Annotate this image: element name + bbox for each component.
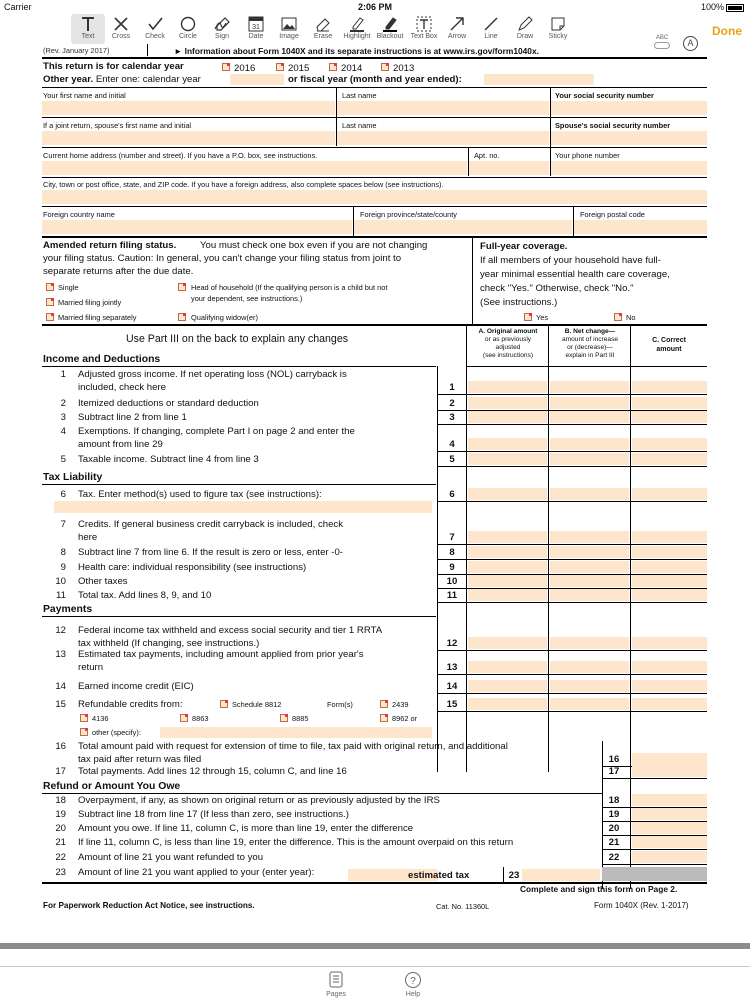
first-name-input[interactable] xyxy=(42,101,335,115)
line-14-col-b[interactable] xyxy=(550,680,629,692)
line-8-box-number: 8 xyxy=(449,547,455,558)
line-4-box-number: 4 xyxy=(449,439,455,450)
province-label: Foreign province/state/county xyxy=(360,210,457,219)
line-13-box-number: 13 xyxy=(446,662,458,673)
line-9-box-number: 9 xyxy=(449,562,455,573)
year-2016-checkbox[interactable] xyxy=(222,63,230,71)
address-input[interactable] xyxy=(42,161,467,175)
credit-8812-checkbox[interactable] xyxy=(220,700,228,708)
line-7-text: Credits. If general business credit carryback is included, check xyxy=(78,519,344,530)
line-1-col-c[interactable] xyxy=(632,381,707,393)
line-13-text: Estimated tax payments, including amount applied from prior year's xyxy=(78,649,364,660)
help-circle-icon xyxy=(404,971,422,989)
line-3-col-b[interactable] xyxy=(550,411,629,423)
line-23-shaded xyxy=(602,867,707,881)
filing-status-text-2: your filing status. Caution: In general, you can't change your filing status from joint to xyxy=(43,253,402,264)
line-4-col-b[interactable] xyxy=(550,438,629,450)
calendar-icon xyxy=(247,15,265,33)
spouse-last-name-input[interactable] xyxy=(337,131,549,145)
ssn-label: Your social security number xyxy=(555,91,654,100)
other-year-text: Enter one: calendar year xyxy=(95,74,201,85)
line-3-col-c[interactable] xyxy=(632,411,707,423)
line-13-text-2: return xyxy=(78,662,104,673)
paperwork-notice: For Paperwork Reduction Act Notice, see instructions. xyxy=(43,901,255,910)
annotation-toolbar xyxy=(0,14,750,48)
full-year-text-4: (See instructions.) xyxy=(480,297,558,308)
line-16-col-c[interactable] xyxy=(632,753,707,765)
city-input[interactable] xyxy=(42,190,707,204)
line-8-number: 8 xyxy=(60,547,66,558)
eraser-icon xyxy=(314,15,332,33)
spouse-ssn-input[interactable] xyxy=(551,131,707,145)
line-12-box-number: 12 xyxy=(446,638,458,649)
tool-sign[interactable]: Sign xyxy=(205,14,239,44)
sign-page2-note: Complete and sign this form on Page 2. xyxy=(520,884,678,894)
line-10-col-a[interactable] xyxy=(468,575,547,587)
fiscal-year-label: or fiscal year (month and year ended): xyxy=(288,74,462,85)
sticky-note-icon xyxy=(549,15,567,33)
line-15-text: Refundable credits from: xyxy=(78,699,183,710)
line-18-box-number: 18 xyxy=(608,795,620,806)
pencil-icon xyxy=(516,15,534,33)
credit-8863-label: 8863 xyxy=(192,714,209,723)
line-6-col-c[interactable] xyxy=(632,488,707,500)
tool-circle[interactable]: Circle xyxy=(171,14,205,44)
line-15-number: 15 xyxy=(55,699,66,710)
line-14-number: 14 xyxy=(55,681,66,692)
tool-blackout[interactable]: Blackout xyxy=(373,14,407,44)
line-icon xyxy=(482,15,500,33)
calendar-year-label: This return is for calendar year xyxy=(43,61,184,72)
mfs-checkbox[interactable] xyxy=(46,313,54,321)
line-9-number: 9 xyxy=(60,562,66,573)
line-7-col-a[interactable] xyxy=(468,531,547,543)
line-21-text: If line 11, column C, is less than line 19, enter the difference. This is the amount overpaid on this return xyxy=(78,837,514,848)
tool-text[interactable]: Text xyxy=(71,14,105,44)
pages-tab[interactable]: Pages xyxy=(316,971,356,998)
line-14-box-number: 14 xyxy=(446,681,458,692)
first-name-label: Your first name and initial xyxy=(43,91,126,100)
line-16-number: 16 xyxy=(55,741,66,752)
text-box-icon xyxy=(415,15,433,33)
line-2-col-a[interactable] xyxy=(468,397,547,409)
part3-instruction: Use Part III on the back to explain any changes xyxy=(126,333,349,345)
credit-4136-label: 4136 xyxy=(92,714,109,723)
document-edge xyxy=(0,943,750,949)
full-year-text-2: year minimal essential health care coverage, xyxy=(480,269,670,280)
line-20-text: Amount you owe. If line 11, column C, is more than line 19, enter the difference xyxy=(78,823,414,834)
revision-date: (Rev. January 2017) xyxy=(43,46,110,55)
credit-forms-label: Form(s) xyxy=(327,700,353,709)
tool-check[interactable]: Check xyxy=(138,14,172,44)
tax-method-input[interactable] xyxy=(54,501,432,513)
line-13-col-b[interactable] xyxy=(550,661,629,673)
battery-indicator: 100% xyxy=(701,2,744,12)
single-checkbox[interactable] xyxy=(46,283,54,291)
line-6-text: Tax. Enter method(s) used to figure tax (see instructions): xyxy=(78,489,322,500)
column-c-header: C. Correct amount xyxy=(652,337,686,353)
line-4-col-a[interactable] xyxy=(468,438,547,450)
credit-2439-label: 2439 xyxy=(392,700,409,709)
line-19-number: 19 xyxy=(55,809,66,820)
help-tab[interactable]: ? Help xyxy=(393,971,433,998)
carrier-label: Carrier xyxy=(4,2,32,12)
line-7-col-b[interactable] xyxy=(550,531,629,543)
line-19-col-c[interactable] xyxy=(632,808,707,820)
credit-8962-checkbox[interactable] xyxy=(380,714,388,722)
line-12-text: Federal income tax withheld and excess social security and tier 1 RRTA xyxy=(78,625,383,636)
tool-arrow[interactable]: Arrow xyxy=(440,14,474,44)
line-21-col-c[interactable] xyxy=(632,836,707,848)
credit-8812-label: Schedule 8812 xyxy=(232,700,282,709)
line-5-col-c[interactable] xyxy=(632,453,707,465)
full-year-text-3: check "Yes." Otherwise, check "No." xyxy=(480,283,634,294)
full-year-heading: Full-year coverage. xyxy=(480,241,568,252)
last-name-input[interactable] xyxy=(337,101,549,115)
line-7-col-c[interactable] xyxy=(632,531,707,543)
section-income: Income and Deductions xyxy=(43,354,161,365)
line-4-number: 4 xyxy=(60,426,66,437)
line-22-col-c[interactable] xyxy=(632,851,707,863)
phone-input[interactable] xyxy=(551,161,707,175)
credit-other-input[interactable] xyxy=(160,727,432,738)
line-5-box-number: 5 xyxy=(449,454,455,465)
line-3-text: Subtract line 2 from line 1 xyxy=(78,412,187,423)
line-3-col-a[interactable] xyxy=(468,411,547,423)
line-14-text: Earned income credit (EIC) xyxy=(78,681,194,692)
line-21-number: 21 xyxy=(55,837,66,848)
line-9-col-a[interactable] xyxy=(468,561,547,573)
line-10-box-number: 10 xyxy=(446,576,458,587)
other-year-label: Other year. xyxy=(43,74,94,85)
year-2015-label: 2015 xyxy=(288,63,310,74)
line-10-col-b[interactable] xyxy=(550,575,629,587)
line-4-col-c[interactable] xyxy=(632,438,707,450)
postal-input[interactable] xyxy=(574,220,707,234)
line-14-col-a[interactable] xyxy=(468,680,547,692)
line-15-col-a[interactable] xyxy=(468,698,547,710)
line-11-number: 11 xyxy=(56,590,66,601)
line-1-text: Adjusted gross income. If net operating loss (NOL) carryback is xyxy=(78,369,347,380)
tool-image[interactable]: Image xyxy=(272,14,306,44)
tool-text-box[interactable]: Text Box xyxy=(407,14,441,44)
line-12-col-c[interactable] xyxy=(632,637,707,649)
line-13-col-c[interactable] xyxy=(632,661,707,673)
svg-text:31: 31 xyxy=(252,24,260,31)
help-icon[interactable]: A xyxy=(683,36,698,51)
bottom-tab-bar xyxy=(0,966,750,1000)
line-17-text: Total payments. Add lines 12 through 15, column C, and line 16 xyxy=(78,766,347,777)
line-15-col-b[interactable] xyxy=(550,698,629,710)
line-2-col-b[interactable] xyxy=(550,397,629,409)
coverage-yes-checkbox[interactable] xyxy=(524,313,532,321)
filing-status-text-3: separate returns after the due date. xyxy=(43,266,194,277)
text-icon xyxy=(79,15,97,33)
no-label: No xyxy=(626,313,636,322)
credit-other-checkbox[interactable] xyxy=(80,728,88,736)
tool-sticky[interactable]: Sticky xyxy=(541,14,575,44)
line-11-text: Total tax. Add lines 8, 9, and 10 xyxy=(78,590,212,601)
line-12-col-a[interactable] xyxy=(468,637,547,649)
province-input[interactable] xyxy=(354,220,572,234)
tool-draw[interactable]: Draw xyxy=(508,14,542,44)
line-1-box-number: 1 xyxy=(449,382,455,393)
line-21-box-number: 21 xyxy=(608,837,620,848)
line-5-text: Taxable income. Subtract line 4 from line 3 xyxy=(78,454,259,465)
year-2013-checkbox[interactable] xyxy=(381,63,389,71)
line-6-col-b[interactable] xyxy=(550,488,629,500)
line-8-text: Subtract line 7 from line 6. If the result is zero or less, enter -0- xyxy=(78,547,344,558)
line-15-box-number: 15 xyxy=(446,699,458,710)
spouse-first-name-label: If a joint return, spouse's first name and initial xyxy=(43,121,192,130)
line-4-text: Exemptions. If changing, complete Part I on page 2 and enter the xyxy=(78,426,355,437)
line-13-col-a[interactable] xyxy=(468,661,547,673)
line-7-number: 7 xyxy=(60,519,66,530)
line-22-number: 22 xyxy=(55,852,66,863)
section-payments: Payments xyxy=(43,604,93,615)
single-label: Single xyxy=(58,283,79,292)
hoh-label: Head of household (If the qualifying person is a child but not xyxy=(191,283,388,292)
apt-input[interactable] xyxy=(469,161,549,175)
last-name-label: Last name xyxy=(342,91,377,100)
line-17-box-number: 17 xyxy=(608,766,620,777)
arrow-icon xyxy=(448,15,466,33)
spouse-last-name-label: Last name xyxy=(342,121,377,130)
credit-8885-checkbox[interactable] xyxy=(280,714,288,722)
line-3-number: 3 xyxy=(60,412,66,423)
status-bar xyxy=(0,0,750,14)
credit-4136-checkbox[interactable] xyxy=(80,714,88,722)
city-label: City, town or post office, state, and ZIP code. If you have a foreign address, also complete spaces below (see instructions). xyxy=(43,180,444,189)
line-7-text-2: here xyxy=(78,532,98,543)
catalog-number: Cat. No. 11360L xyxy=(436,902,490,911)
hoh-checkbox[interactable] xyxy=(178,283,186,291)
filing-status-text-1: You must check one box even if you are not changing xyxy=(200,240,428,251)
line-16-box-number: 16 xyxy=(608,754,620,765)
tool-date[interactable]: 31 Date xyxy=(239,14,273,44)
line-2-col-c[interactable] xyxy=(632,397,707,409)
form-1040x xyxy=(42,44,707,914)
line-18-number: 18 xyxy=(55,795,66,806)
yes-label: Yes xyxy=(536,313,549,322)
credit-other-label: other (specify): xyxy=(92,728,141,737)
line-7-box-number: 7 xyxy=(449,532,455,543)
blackout-icon xyxy=(381,15,399,33)
highlighter-icon xyxy=(348,15,366,33)
country-input[interactable] xyxy=(42,220,352,234)
line-17-number: 17 xyxy=(55,766,66,777)
line-10-number: 10 xyxy=(55,576,66,587)
coverage-no-checkbox[interactable] xyxy=(614,313,622,321)
widow-label: Qualifying widow(er) xyxy=(191,313,258,322)
ssn-input[interactable] xyxy=(551,101,707,115)
svg-text:?: ? xyxy=(410,976,416,987)
country-label: Foreign country name xyxy=(43,210,115,219)
tool-highlight[interactable]: Highlight xyxy=(340,14,374,44)
line-5-number: 5 xyxy=(60,454,66,465)
line-1-col-b[interactable] xyxy=(550,381,629,393)
line-11-box-number: 11 xyxy=(446,590,458,601)
line-6-col-a[interactable] xyxy=(468,488,547,500)
spouse-ssn-label: Spouse's social security number xyxy=(555,121,671,130)
line-11-col-b[interactable] xyxy=(550,589,629,601)
spouse-first-name-input[interactable] xyxy=(42,131,335,145)
line-10-text: Other taxes xyxy=(78,576,128,587)
line-23-input[interactable] xyxy=(522,869,600,881)
line-5-col-a[interactable] xyxy=(468,453,547,465)
phone-label: Your phone number xyxy=(555,151,620,160)
cross-icon xyxy=(112,15,130,33)
estimated-tax-label: estimated tax xyxy=(408,870,470,881)
hoh-label-2: your dependent, see instructions.) xyxy=(191,294,303,303)
line-19-box-number: 19 xyxy=(608,809,620,820)
line-23-number: 23 xyxy=(508,870,520,881)
line-6-number: 6 xyxy=(60,489,66,500)
clock: 2:06 PM xyxy=(357,2,392,12)
spell-check-toggle[interactable]: ABC xyxy=(654,35,670,49)
line-8-col-c[interactable] xyxy=(632,546,707,558)
line-16-text-2: tax paid after return was filed xyxy=(78,754,202,765)
line-18-text: Overpayment, if any, as shown on original return or as previously adjusted by the IRS xyxy=(78,795,440,806)
line-5-col-b[interactable] xyxy=(550,453,629,465)
line-12-col-b[interactable] xyxy=(550,637,629,649)
line-14-col-c[interactable] xyxy=(632,680,707,692)
line-1-number: 1 xyxy=(60,369,66,380)
line-20-number: 20 xyxy=(55,823,66,834)
tool-erase[interactable]: Erase xyxy=(306,14,340,44)
year-2013-label: 2013 xyxy=(393,63,415,74)
line-15-col-c[interactable] xyxy=(632,698,707,710)
line-16-text: Total amount paid with request for extension of time to file, tax paid with original return, and additional xyxy=(78,741,508,752)
line-12-number: 12 xyxy=(55,625,66,636)
calendar-year-input[interactable] xyxy=(230,74,284,85)
credit-8863-checkbox[interactable] xyxy=(180,714,188,722)
section-tax: Tax Liability xyxy=(43,472,103,483)
mfs-label: Married filing separately xyxy=(58,313,137,322)
line-9-text: Health care: individual responsibility (see instructions) xyxy=(78,562,307,573)
apt-label: Apt. no. xyxy=(474,151,500,160)
line-2-text: Itemized deductions or standard deduction xyxy=(78,398,259,409)
line-6-box-number: 6 xyxy=(449,489,455,500)
line-22-box-number: 22 xyxy=(608,852,620,863)
line-1-col-a[interactable] xyxy=(468,381,547,393)
line-17-col-c[interactable] xyxy=(632,765,707,777)
line-13-number: 13 xyxy=(55,649,66,660)
year-2014-label: 2014 xyxy=(341,63,363,74)
line-9-col-b[interactable] xyxy=(550,561,629,573)
sign-icon xyxy=(213,15,231,33)
line-18-col-c[interactable] xyxy=(632,794,707,806)
form-number: Form 1040X (Rev. 1-2017) xyxy=(594,901,689,910)
line-20-col-c[interactable] xyxy=(632,822,707,834)
line-22-text: Amount of line 21 you want refunded to you xyxy=(78,852,264,863)
section-refund: Refund or Amount You Owe xyxy=(43,781,181,792)
mfj-checkbox[interactable] xyxy=(46,298,54,306)
credit-8962-label: 8962 or xyxy=(392,714,418,723)
credit-2439-checkbox[interactable] xyxy=(380,700,388,708)
line-8-col-b[interactable] xyxy=(550,546,629,558)
line-12-text-2: tax withheld (If changing, see instructions.) xyxy=(78,638,260,649)
line-2-number: 2 xyxy=(60,398,66,409)
address-label: Current home address (number and street). If you have a P.O. box, see instructions. xyxy=(43,151,318,160)
line-2-box-number: 2 xyxy=(449,398,455,409)
check-icon xyxy=(146,15,164,33)
line-3-box-number: 3 xyxy=(449,412,455,423)
fiscal-year-input[interactable] xyxy=(484,74,594,85)
tool-line[interactable]: Line xyxy=(474,14,508,44)
filing-status-heading: Amended return filing status. xyxy=(43,240,177,251)
postal-label: Foreign postal code xyxy=(580,210,645,219)
credit-8885-label: 8885 xyxy=(292,714,309,723)
line-23-number: 23 xyxy=(55,867,66,878)
tool-cross[interactable]: Cross xyxy=(104,14,138,44)
year-2014-checkbox[interactable] xyxy=(329,63,337,71)
line-1-text-2: included, check here xyxy=(78,382,166,393)
line-11-col-a[interactable] xyxy=(468,589,547,601)
done-button[interactable]: Done xyxy=(712,24,742,38)
battery-icon xyxy=(726,4,744,12)
line-23-text: Amount of line 21 you want applied to your (enter year): xyxy=(78,867,315,878)
year-2016-label: 2016 xyxy=(234,63,256,74)
line-9-col-c[interactable] xyxy=(632,561,707,573)
column-a-header: A. Original amount or as previously adjusted (see instructions) xyxy=(478,328,538,359)
full-year-text-1: If all members of your household have full- xyxy=(480,255,661,266)
pages-icon xyxy=(328,971,344,989)
form-info-line: ► Information about Form 1040X and its separate instructions is at www.irs.gov/form1040x. xyxy=(174,46,539,56)
line-10-col-c[interactable] xyxy=(632,575,707,587)
line-8-col-a[interactable] xyxy=(468,546,547,558)
line-4-text-2: amount from line 29 xyxy=(78,439,163,450)
circle-icon xyxy=(179,15,197,33)
line-19-text: Subtract line 18 from line 17 (If less than zero, see instructions.) xyxy=(78,809,349,820)
image-icon xyxy=(280,15,298,33)
column-b-header: B. Net change— amount of increase or (decrease)— explain in Part III xyxy=(561,328,619,359)
line-20-box-number: 20 xyxy=(608,823,620,834)
line-11-col-c[interactable] xyxy=(632,589,707,601)
widow-checkbox[interactable] xyxy=(178,313,186,321)
mfj-label: Married filing jointly xyxy=(58,298,122,307)
year-2015-checkbox[interactable] xyxy=(276,63,284,71)
